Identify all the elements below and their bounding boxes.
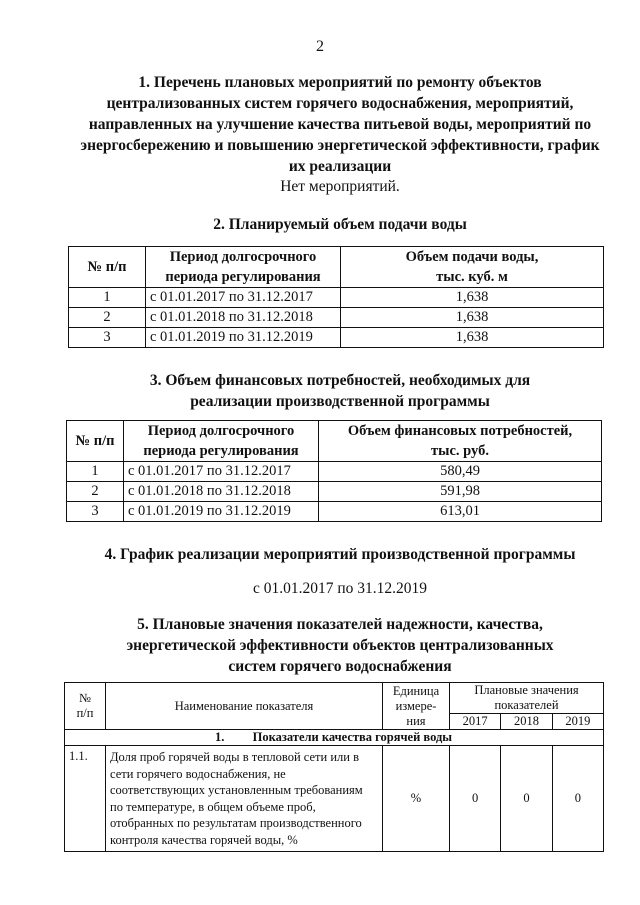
- supply-volume-table: [68, 246, 604, 348]
- cell-value: 613,01: [319, 502, 602, 522]
- cell-num: 1.1.: [65, 746, 106, 852]
- header-line: тыс. куб. м: [436, 269, 508, 285]
- cell-value-2017: 0: [450, 746, 501, 852]
- cell-value: 591,98: [319, 482, 602, 502]
- cell-value-2018: 0: [501, 746, 552, 852]
- indicator-name-line: соответствующих установленным требованиям: [110, 783, 363, 797]
- section1-title: [70, 72, 610, 177]
- section1-title-line: их реализации: [288, 158, 392, 175]
- section5-title: [60, 614, 620, 677]
- cell-unit: %: [383, 746, 450, 852]
- cell-num: 3: [69, 328, 146, 348]
- cell-num: 3: [67, 502, 124, 522]
- table-row: [67, 502, 602, 522]
- header-line: Период долгосрочного: [147, 423, 295, 439]
- section5-title-line: 5. Плановые значения показателей надежности, качества,: [137, 616, 543, 633]
- cell-value: 580,49: [319, 462, 602, 482]
- indicator-name-line: контроля качества горячей воды, %: [110, 832, 298, 847]
- header-line: тыс. руб.: [431, 443, 489, 459]
- cell-period: с 01.01.2017 по 31.12.2017: [124, 462, 319, 482]
- section3-title-line: реализации производственной программы: [190, 393, 490, 410]
- header-line: Плановые значения: [474, 683, 579, 697]
- col-header-value: [319, 421, 602, 462]
- cell-value: 1,638: [341, 328, 604, 348]
- section1-title-line: энергосбережению и повышению энергетической эффективности, график: [80, 137, 600, 154]
- col-header-num: № п/п: [69, 247, 146, 288]
- col-header-name: Наименование показателя: [106, 683, 383, 730]
- col-header-num: № п/п: [67, 421, 124, 462]
- group-number: 1.: [215, 730, 225, 744]
- indicator-name-line: отобранных по результатам производственного: [110, 816, 362, 830]
- table-row: [69, 308, 604, 328]
- cell-value-2019: 0: [552, 746, 603, 852]
- header-line: периода регулирования: [143, 443, 299, 459]
- cell-num: 1: [67, 462, 124, 482]
- group-header: [65, 730, 604, 746]
- section1-title-line: 1. Перечень плановых мероприятий по ремонту объектов: [138, 74, 542, 91]
- section1-text: Нет мероприятий.: [280, 178, 400, 195]
- page-number: 2: [316, 38, 324, 55]
- col-header-year: 2019: [552, 714, 603, 730]
- table-header-row: [67, 421, 602, 462]
- table-row: [65, 746, 604, 852]
- cell-value: 1,638: [341, 288, 604, 308]
- cell-num: 2: [69, 308, 146, 328]
- cell-num: 2: [67, 482, 124, 502]
- col-header-year: 2018: [501, 714, 552, 730]
- header-line: Объем финансовых потребностей,: [347, 423, 573, 439]
- col-header-planned: [450, 683, 604, 714]
- header-line: измере-: [395, 698, 437, 713]
- col-header-unit: [383, 683, 450, 730]
- header-line: №: [79, 691, 91, 705]
- section3-title: [70, 370, 610, 412]
- col-header-period: [146, 247, 341, 288]
- cell-value: 1,638: [341, 308, 604, 328]
- table-group-row: [65, 730, 604, 746]
- table-header-row: [65, 683, 604, 714]
- cell-indicator-name: [106, 746, 383, 852]
- header-line: периода регулирования: [165, 269, 321, 285]
- section4-title: 4. График реализации мероприятий производственной программы: [104, 546, 576, 563]
- header-line: п/п: [76, 706, 94, 720]
- section3-title-line: 3. Объем финансовых потребностей, необходимых для: [149, 372, 531, 389]
- indicators-table: [64, 682, 604, 852]
- section1-title-line: направленных на улучшение качества питьевой воды, мероприятий по: [88, 116, 592, 133]
- col-header-value: [341, 247, 604, 288]
- cell-period: с 01.01.2019 по 31.12.2019: [124, 502, 319, 522]
- cell-period: с 01.01.2017 по 31.12.2017: [146, 288, 341, 308]
- col-header-year: 2017: [450, 714, 501, 730]
- section1-title-line: централизованных систем горячего водоснабжения, мероприятий,: [106, 95, 574, 112]
- header-line: Единица: [392, 683, 440, 698]
- financial-needs-table: [66, 420, 602, 522]
- col-header-num: [65, 683, 106, 730]
- section5-title-line: систем горячего водоснабжения: [228, 658, 452, 675]
- section2-title: 2. Планируемый объем подачи воды: [213, 216, 467, 233]
- col-header-period: [124, 421, 319, 462]
- indicator-name-line: сети горячего водоснабжения, не: [110, 766, 286, 781]
- table-row: [67, 482, 602, 502]
- header-line: Объем подачи воды,: [405, 249, 539, 265]
- table-row: [69, 288, 604, 308]
- table-header-row: [69, 247, 604, 288]
- header-line: показателей: [494, 698, 559, 712]
- group-title: Показатели качества горячей воды: [252, 730, 453, 744]
- cell-num: 1: [69, 288, 146, 308]
- section5-title-line: энергетической эффективности объектов централизованных: [126, 637, 554, 654]
- cell-period: с 01.01.2018 по 31.12.2018: [146, 308, 341, 328]
- indicator-name-line: по температуре, в общем объеме проб,: [110, 799, 316, 814]
- header-line: Период долгосрочного: [169, 249, 317, 265]
- cell-period: с 01.01.2019 по 31.12.2019: [146, 328, 341, 348]
- cell-period: с 01.01.2018 по 31.12.2018: [124, 482, 319, 502]
- table-row: [67, 462, 602, 482]
- section4-text: с 01.01.2017 по 31.12.2019: [252, 580, 428, 597]
- indicator-name-line: Доля проб горячей воды в тепловой сети или в: [110, 750, 359, 764]
- header-line: ния: [406, 713, 426, 728]
- table-row: [69, 328, 604, 348]
